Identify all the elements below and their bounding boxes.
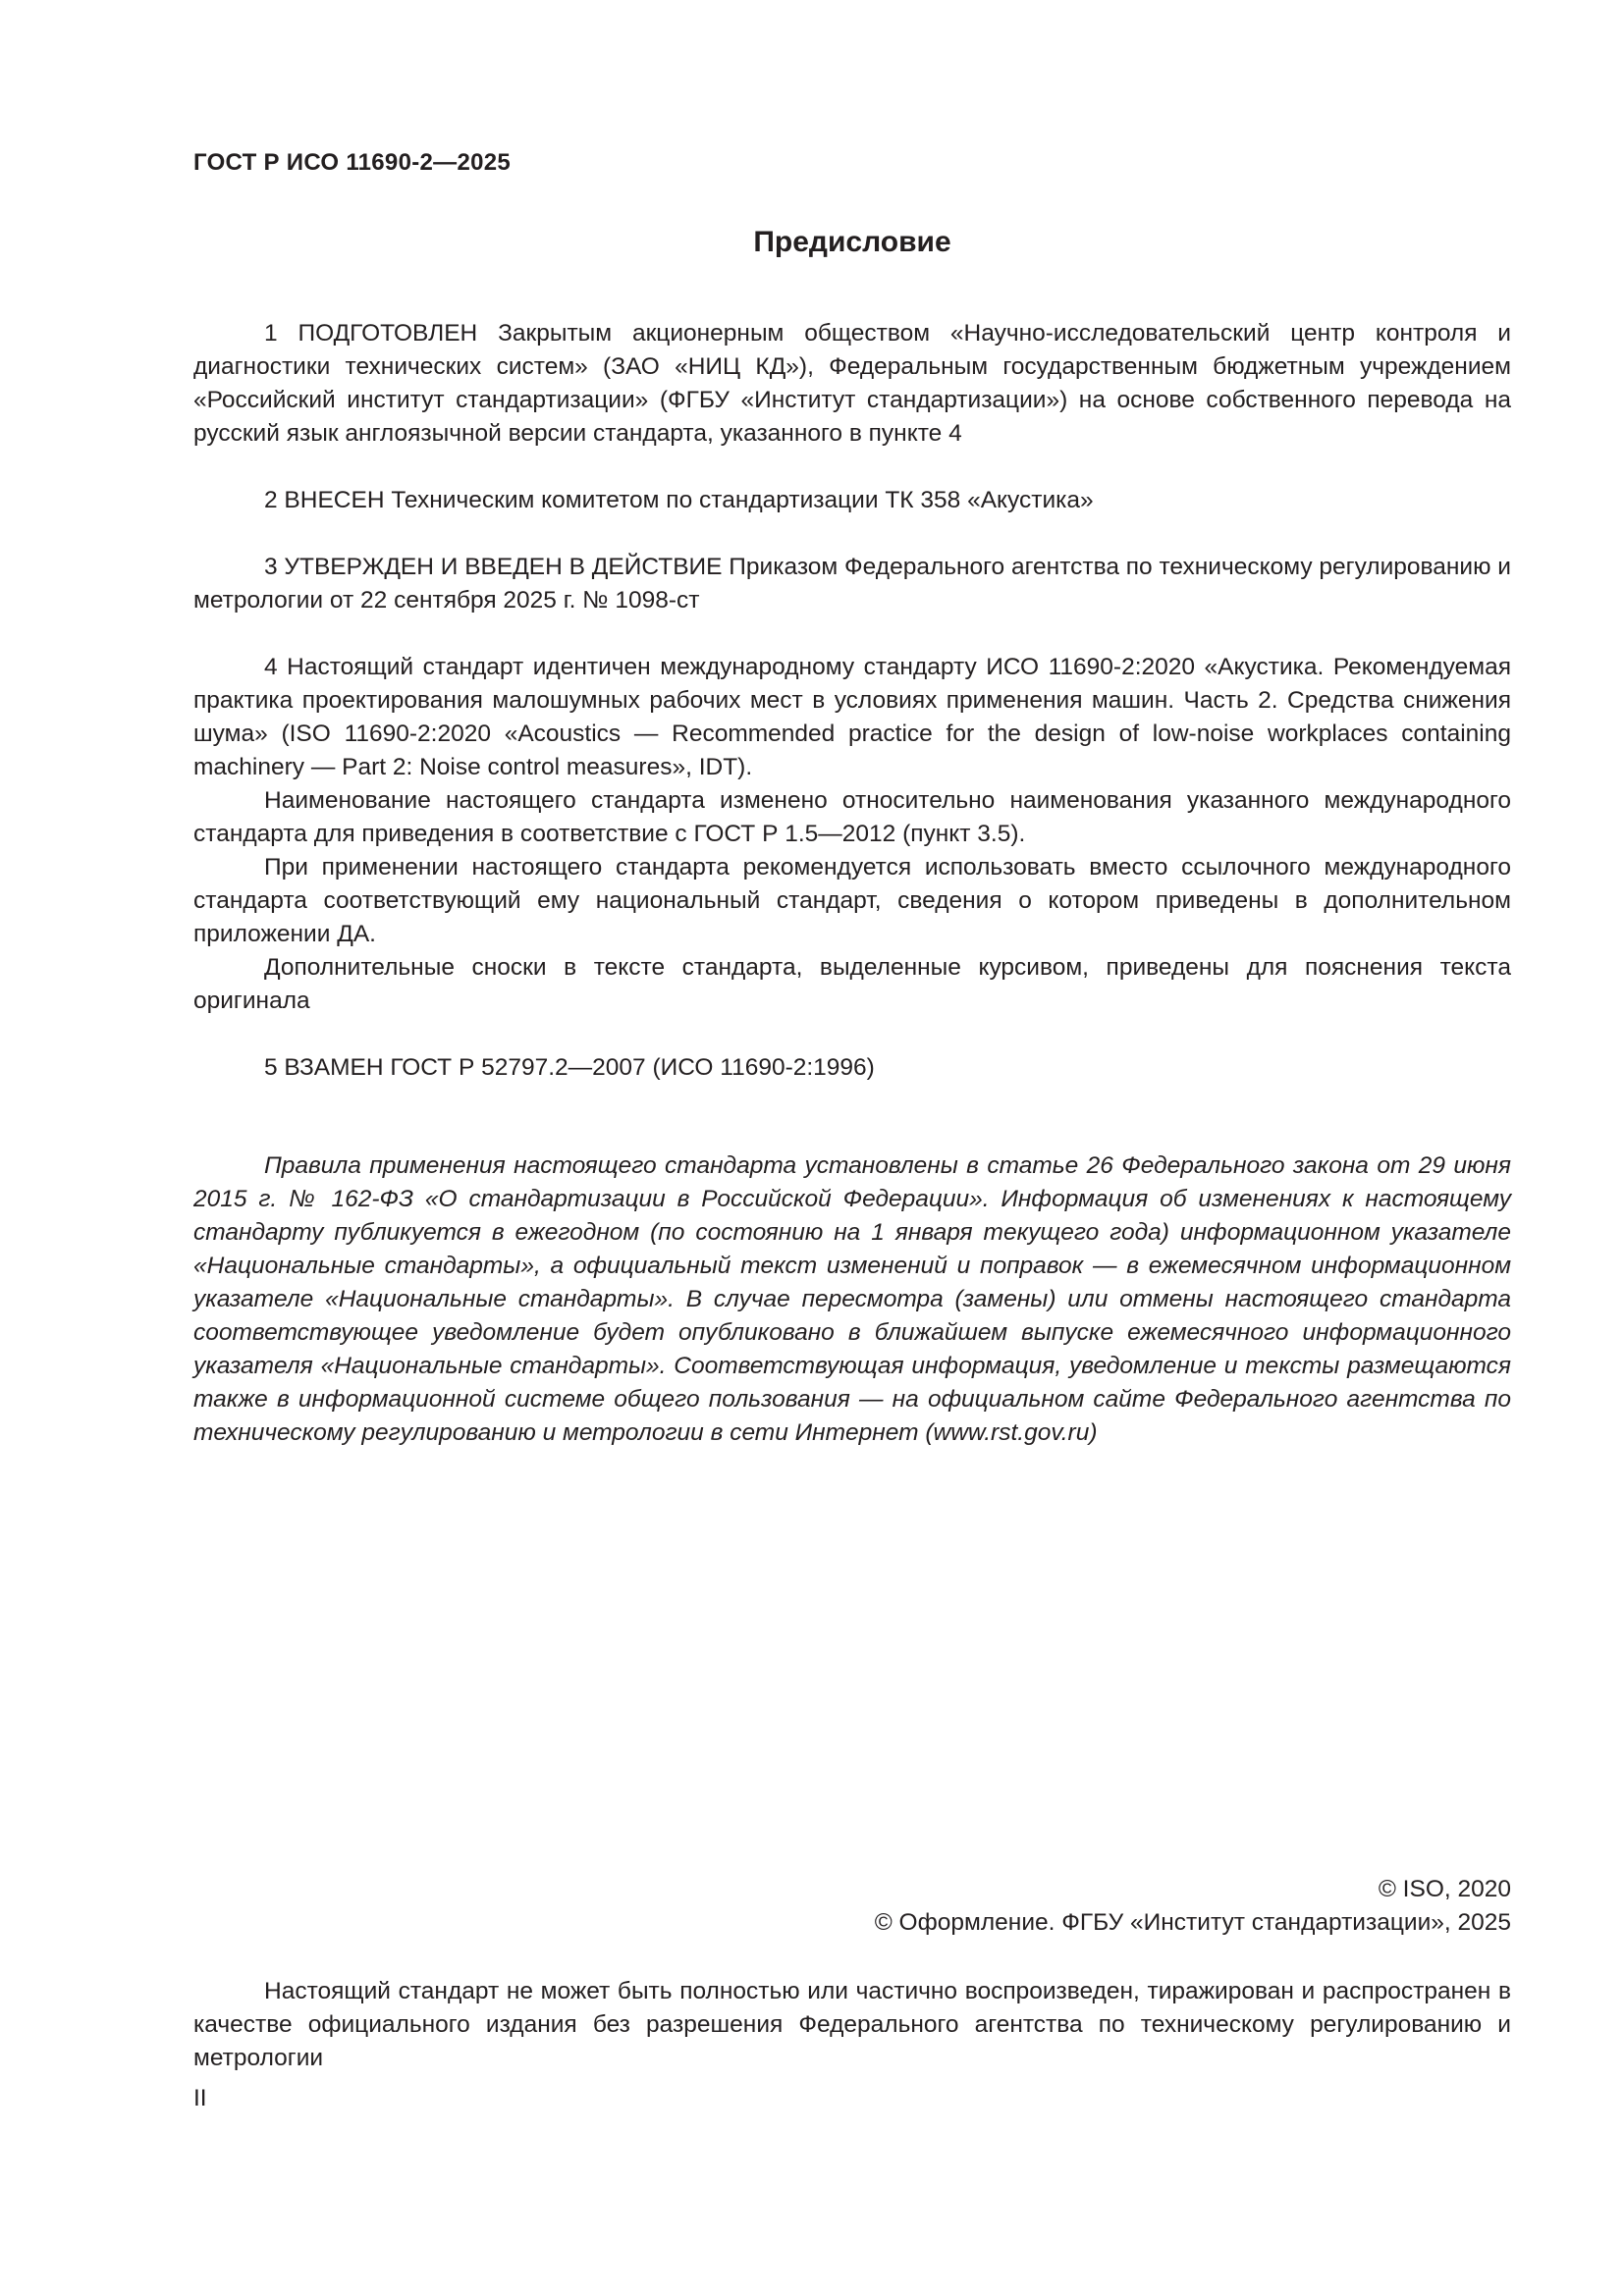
foreword-body (193, 317, 1511, 1450)
notice-paragraph: Правила применения настоящего стандарта установлены в статье 26 Федерального закона от 29 июня 2015 г. № 162-ФЗ «О стандартизации в Российской Федерации». Информация об изменениях к настоящему стандарту публикуется в ежегодном (по состоянию на 1 января текущего года) информационном указателе «Национальные стандарты», а официальный текст изменений и поправок — в ежемесячном информационном указателе «Национальные стандарты». В случае пересмотра (замены) или отмены настоящего стандарта соответствующее уведомление будет опубликовано в ближайшем выпуске ежемесячного информационного указателя «Национальные стандарты». Соответствующая информация, уведомление и тексты размещаются также в информационной системе общего пользования — на официальном сайте Федерального агентства по техническому регулированию и метрологии в сети Интернет (www.rst.gov.ru) (193, 1152, 1511, 1446)
reproduction-notice: Настоящий стандарт не может быть полностью или частично воспроизведен, тиражирован и распространен в качестве официального издания без разрешения Федерального агентства по техническому регулированию и метрологии (193, 1978, 1511, 2071)
design-copyright: © Оформление. ФГБУ «Институт стандартизации», 2025 (874, 1909, 1511, 1936)
foreword-item-2 (193, 484, 1511, 517)
iso-copyright: © ISO, 2020 (1378, 1876, 1511, 1902)
foreword-paragraph: Наименование настоящего стандарта изменено относительно наименования указанного международного стандарта для приведения в соответствие с ГОСТ Р 1.5—2012 (пункт 3.5). (193, 787, 1511, 847)
application-rules-notice (193, 1149, 1511, 1450)
standard-code-header: ГОСТ Р ИСО 11690-2—2025 (193, 149, 512, 176)
foreword-item-3 (193, 551, 1511, 617)
page-title: Предисловие (753, 226, 951, 258)
foreword-paragraph: 1 ПОДГОТОВЛЕН Закрытым акционерным обществом «Научно-исследовательский центр контроля и диагностики технических систем» (ЗАО «НИЦ КД»), Федеральным государственным бюджетным учреждением «Российский институт стандартизации» (ФГБУ «Институт стандартизации») на основе собственного перевода на русский язык англоязычной версии стандарта, указанного в пункте 4 (193, 320, 1511, 447)
foreword-paragraph: 3 УТВЕРЖДЕН И ВВЕДЕН В ДЕЙСТВИЕ Приказом Федерального агентства по техническому регулированию и метрологии от 22 сентября 2025 г. № 1098-ст (193, 554, 1511, 614)
foreword-paragraph: 2 ВНЕСЕН Техническим комитетом по стандартизации ТК 358 «Акустика» (264, 487, 1094, 513)
foreword-paragraph: 4 Настоящий стандарт идентичен международному стандарту ИСО 11690-2:2020 «Акустика. Рекомендуемая практика проектирования малошумных рабочих мест в условиях применения машин. Часть 2. Средства снижения шума» (ISO 11690-2:2020 «Acoustics — Recommended practice for the design of low-noise workplaces containing machinery — Part 2: Noise control measures», IDT). (193, 654, 1511, 780)
foreword-paragraph: При применении настоящего стандарта рекомендуется использовать вместо ссылочного международного стандарта соответствующий ему национальный стандарт, сведения о котором приведены в дополнительном приложении ДА. (193, 854, 1511, 947)
page-number: II (193, 2085, 207, 2111)
foreword-paragraph: 5 ВЗАМЕН ГОСТ Р 52797.2—2007 (ИСО 11690-2:1996) (264, 1054, 875, 1081)
foreword-item-5 (193, 1051, 1511, 1085)
document-page (193, 0, 1511, 2296)
foreword-item-4 (193, 651, 1511, 1018)
copyright-block (875, 1873, 1511, 1940)
foreword-paragraph: Дополнительные сноски в тексте стандарта, выделенные курсивом, приведены для пояснения текста оригинала (193, 954, 1511, 1014)
foreword-item-1 (193, 317, 1511, 451)
